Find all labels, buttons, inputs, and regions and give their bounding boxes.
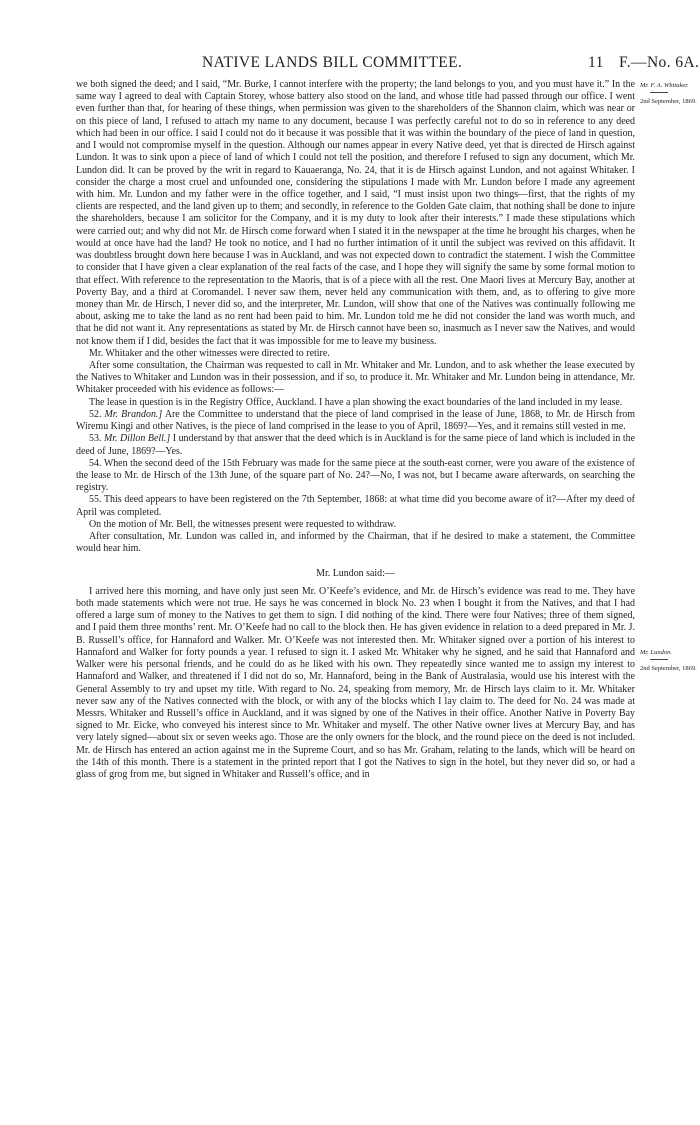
margin-note-whitaker-name: Mr. F. A. Whitaker.: [640, 82, 689, 89]
margin-note-lundon-name: Mr. Lundon.: [640, 649, 672, 656]
document-body: [76, 79, 635, 781]
margin-rule: [650, 659, 668, 660]
paragraph-lease-registry: The lease in question is in the Registry Office, Auckland. I have a plan showing the exact boundaries of the land included in my lease.: [89, 396, 623, 408]
margin-note-whitaker-date: 2nd September, 1869.: [640, 98, 697, 105]
question-text: Are the Committee to understand that the piece of land comprised in the lease of June, 1868, to Mr. de Hirsch from Wiremu Kingi and other Natives, is the piece of land comprised in the lease to you of April, 1869?—Yes, and it remains still vested in me.: [76, 408, 636, 433]
question-speaker: Mr. Dillon Bell.]: [103, 433, 171, 445]
question-53: [76, 433, 635, 457]
question-number: 52.: [89, 408, 102, 420]
paragraph-witnesses-retire: Mr. Whitaker and the other witnesses were directed to retire.: [89, 347, 330, 359]
margin-note-lundon-date: 2nd September, 1869.: [640, 665, 697, 672]
margin-note-lundon: [640, 648, 700, 673]
page-title: NATIVE LANDS BILL COMMITTEE.: [202, 54, 463, 71]
section-heading-lundon: Mr. Lundon said:—: [316, 567, 395, 579]
paragraph-whitaker-evidence: we both signed the deed; and I said, “Mr. Burke, I cannot interfere with the property; the land belongs to you, and you must have it.” In the same way I agreed to deal with Captain Storey, whose battery also stood on the land, and whose title had passed through our office. I went even further than that, for hearing of these things, when permission was given to the shareholders of the Shannon claim, which was near or on this piece of land, I refused to attach my name to any document, because I was perfectly careful not to do so in reference to any deed which had been in our office. I said I could not do it because it was possible that it was within the boundary of the piece of land in question, and I would not compromise myself in the question. Although our names appear in every Native deed, yet that is directed de Hirsch against Lundon. It was to sink upon a piece of land of which I could not tell the position, and therefore I refused to sign any document, which Mr. Lundon did. It can be proved by the writ in regard to Kauaeranga, No. 24, that it is de Hirsch against Lundon, and not against Whitaker. I consider the charge a most cruel and unfounded one, considering the stipulations I made with Mr. Lundon before I made any agreement with him. Mr. Lundon and my father were in the office together, and I said, “I must insist upon two things—first, that the rights of my clients are respected, and the land given up to them; and secondly, in reference to the Golden Gate claim, that nothing shall be done to injure the shareholders, because I am solicitor for the Company, and it is my duty to look after their interests.” I made these stipulations which were carried out; and why did not Mr. de Hirsch come forward when I stated it in the newspaper at the time he brought his charges, when he would at once have had the land? He took no notice, and I had no further intimation of it until the subject was revived on this affidavit. It was doubtless brought down here because I was in Auckland, and was not expected down to contradict the statement. I wish the Committee to consider that I have given a clear explanation of the real facts of the case, and I hope they will signify the same by some formal motion to that effect. With reference to the representation to the Maoris, that is of a piece with all the rest. One Maori lives at Mercury Bay, another at Poverty Bay, and a third at Coromandel. I never saw them, never held any communication with them, and, as to offering to give more money than Mr. de Hirsch, I never did so, and the interpreter, Mr. Lundon, will show that one of the Natives was continually following me about, asking me to take the land as no rent had been paid to him. Mr. Lundon told me he did not consider the land was worth much, and that he did not want it. Any representations as stated by Mr. de Hirsch cannot have been so, inasmuch as I never saw the Natives, and would not know them if I did, besides the fact that it was impossible for me to leave my business.: [76, 79, 635, 347]
question-54: 54. When the second deed of the 15th February was made for the same piece at the south-east corner, were you aware of the existence of the lease to Mr. de Hirsch of the 13th June, of the square part of No. 24?—No, I was not, but I became aware afterwards, on searching the registry.: [76, 457, 635, 494]
document-reference: F.—No. 6A.: [619, 54, 700, 71]
question-55: 55. This deed appears to have been registered on the 7th September, 1868: at what time did you become aware of it?—After my deed of April was completed.: [76, 494, 635, 518]
page-header: [190, 54, 700, 76]
page-number: 11: [588, 54, 604, 71]
paragraph-motion-withdraw: On the motion of Mr. Bell, the witnesses present were requested to withdraw.: [89, 518, 397, 530]
paragraph-consultation: After some consultation, the Chairman was requested to call in Mr. Whitaker and Mr. Lundon, and to ask whether the lease executed by the Natives to Whitaker and Lundon was in their possession, and if so, to produce it. Mr. Whitaker and Mr. Lundon being in attendance, Mr. Whitaker proceeded with his evidence as follows:—: [76, 360, 635, 396]
paragraph-lundon-statement: I arrived here this morning, and have only just seen Mr. O’Keefe’s evidence, and Mr. de Hirsch’s evidence was read to me. They have both made statements which were not true. He says he was concerned in block No. 23 when I bought it from the Natives, and that I had offered a large sum of money to the Natives to get them to sign. I did nothing of the kind. There were four Natives; three of them signed, and I paid them three months’ rent. Mr. O’Keefe had no call to the block then. He has given evidence in relation to a deed prepared in Mr. J. B. Russell’s office, for Hannaford and Walker. Mr. O’Keefe was not interested then. Mr. Whitaker signed over a portion of his interest to Hannaford and Walker for forty pounds a year. I refused to sign it. I asked Mr. Whitaker why he signed, and he said that Hannaford and Walker were his personal friends, and he could do as he liked with his own. They repeatedly since wanted me to assign my interest to Hannaford and Walker, and threatened if I did not do so, Mr. Hannaford, being in the Bank of Australasia, would use his interest with the General Assembly to try and upset my title. With regard to No. 24, speaking from memory, Mr. de Hirsch lays claim to it. Mr. Whitaker never saw any of the Natives connected with the block, or with any of the blocks which I lay claim to. The deed for No. 24 was made at Messrs. Whitaker and Russell’s office in Auckland, and it was signed by one of the Natives in their office. Another Native in Poverty Bay signed to Mr. Eicke, who conveyed his interest since to Mr. Whitaker and myself. The other Native owner lives at Mercury Bay, and has very lately signed—about six or seven weeks ago. Those are the only owners for the block, and the round piece on the deed is not included. Mr. de Hirsch has entered an action against me in the Supreme Court, and so has Mr. Graham, relating to the lands, which will be heard on the 14th of this month. There is a statement in the printed report that I got the Natives to sign in the hotel, but they never did so, or had a glass of grog from me, but signed in Whitaker and Russell’s office, and in: [76, 585, 635, 781]
question-text: I understand by that answer that the deed which is in Auckland is for the same piece of land which is included in the deed of June, 1869?—Yes.: [76, 433, 635, 457]
question-speaker: Mr. Brandon.]: [104, 408, 163, 420]
margin-rule: [650, 92, 668, 93]
margin-note-whitaker: [640, 81, 700, 106]
question-number: 53.: [89, 433, 102, 445]
paragraph-lundon-called: After consultation, Mr. Lundon was called in, and informed by the Chairman, that if he desired to make a statement, the Committee would hear him.: [76, 531, 635, 555]
question-52: [76, 409, 635, 433]
